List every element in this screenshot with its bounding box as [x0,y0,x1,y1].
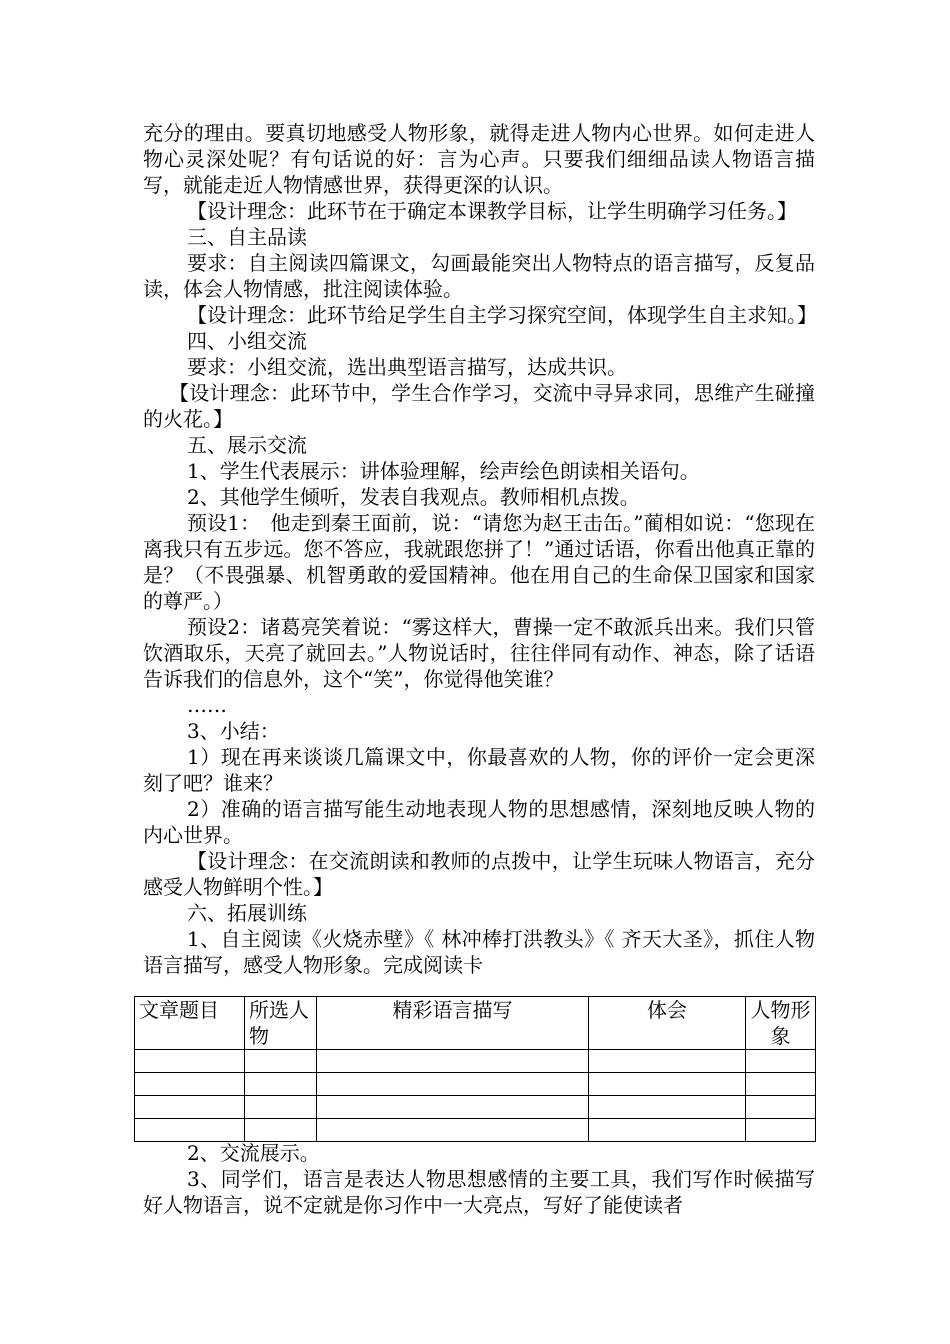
paragraph: 3、同学们，语言是表达人物思想感情的主要工具，我们写作时候描写好人物语言，说不定就是你习作中一大亮点，写好了能使读者 [143,1167,815,1217]
table-cell[interactable] [135,1050,245,1073]
table-cell[interactable] [589,1050,746,1073]
table-cell[interactable] [245,1096,317,1119]
paragraph: 2、交流展示。 [187,1141,320,1165]
table-cell[interactable] [589,1119,746,1142]
table-cell[interactable] [317,1050,589,1073]
section-heading: 六、拓展训练 [187,901,307,925]
table-cell[interactable] [135,1119,245,1142]
table-cell[interactable] [317,1119,589,1142]
table-header-cell: 体会 [589,997,746,1050]
ellipsis: …… [187,693,227,717]
paragraph: 2）准确的语言描写能生动地表现人物的思想感情，深刻地反映人物的内心世界。 [143,797,815,847]
table-header-cell: 人物形象 [746,997,816,1050]
paragraph: 1、自主阅读《火烧赤壁》《 林冲棒打洪教头》《 齐天大圣》，抓住人物语言描写，感受人物形象。完成阅读卡 [143,927,815,977]
reading-card-table-wrap [134,996,816,1142]
table-cell[interactable] [245,1073,317,1096]
design-note: 【设计理念：在交流朗读和教师的点拨中，让学生玩味人物语言，充分感受人物鲜明个性。】 [143,849,815,899]
design-note: 【设计理念：此环节中，学生合作学习，交流中寻异求同，思维产生碰撞的火花。】 [143,381,815,431]
table-cell[interactable] [589,1096,746,1119]
paragraph: 预设2：诸葛亮笑着说：“雾这样大，曹操一定不敢派兵出来。我们只管饮酒取乐，天亮了就回去。”人物说话时，往往伴同有动作、神态，除了话语告诉我们的信息外，这个“笑”，你觉得他笑谁？ [143,615,815,691]
paragraph: 充分的理由。要真切地感受人物形象，就得走进人物内心世界。如何走进人物心灵深处呢？有句话说的好：言为心声。只要我们细细品读人物语言描写，就能走近人物情感世界，获得更深的认识。 [143,121,815,197]
paragraph: 预设1： 他走到秦王面前，说：“请您为赵王击缶。”蔺相如说：“您现在离我只有五步远。您不答应，我就跟您拼了！”通过话语，你看出他真正靠的是？（不畏强暴、机智勇敢的爱国精神。他在用自己的生命保卫国家和国家的尊严。） [143,511,815,613]
table-row [135,1050,816,1073]
design-note: 【设计理念：此环节给足学生自主学习探究空间，体现学生自主求知。】 [187,303,817,327]
table-cell[interactable] [245,1119,317,1142]
table-header-cell: 精彩语言描写 [317,997,589,1050]
paragraph: 2、其他学生倾听，发表自我观点。教师相机点拨。 [187,485,640,509]
table-cell[interactable] [317,1096,589,1119]
table-cell[interactable] [746,1050,816,1073]
reading-card-table [134,996,816,1142]
table-header-cell: 文章题目 [135,997,245,1050]
table-row [135,1119,816,1142]
table-cell[interactable] [746,1119,816,1142]
table-cell[interactable] [135,1073,245,1096]
body-text-lower [143,1140,815,1218]
paragraph: 1、学生代表展示：讲体验理解，绘声绘色朗读相关语句。 [187,459,700,483]
section-heading: 四、小组交流 [187,329,307,353]
table-header-row [135,997,816,1050]
table-cell[interactable] [589,1073,746,1096]
table-cell[interactable] [135,1096,245,1119]
paragraph: 3、小结： [187,719,280,743]
paragraph: 1）现在再来谈谈几篇课文中，你最喜欢的人物，你的评价一定会更深刻了吧？谁来？ [143,745,815,795]
section-heading: 五、展示交流 [187,433,307,457]
table-cell[interactable] [245,1050,317,1073]
section-heading: 三、自主品读 [187,225,307,249]
table-row [135,1073,816,1096]
table-header-cell: 所选人物 [245,997,317,1050]
table-row [135,1096,816,1119]
paragraph: 要求：自主阅读四篇课文，勾画最能突出人物特点的语言描写，反复品读，体会人物情感，批注阅读体验。 [143,251,815,301]
body-text-upper [143,120,815,978]
table-cell[interactable] [746,1073,816,1096]
table-cell[interactable] [317,1073,589,1096]
paragraph: 要求：小组交流，选出典型语言描写，达成共识。 [187,355,627,379]
table-cell[interactable] [746,1096,816,1119]
design-note: 【设计理念：此环节在于确定本课教学目标，让学生明确学习任务。】 [187,199,797,223]
